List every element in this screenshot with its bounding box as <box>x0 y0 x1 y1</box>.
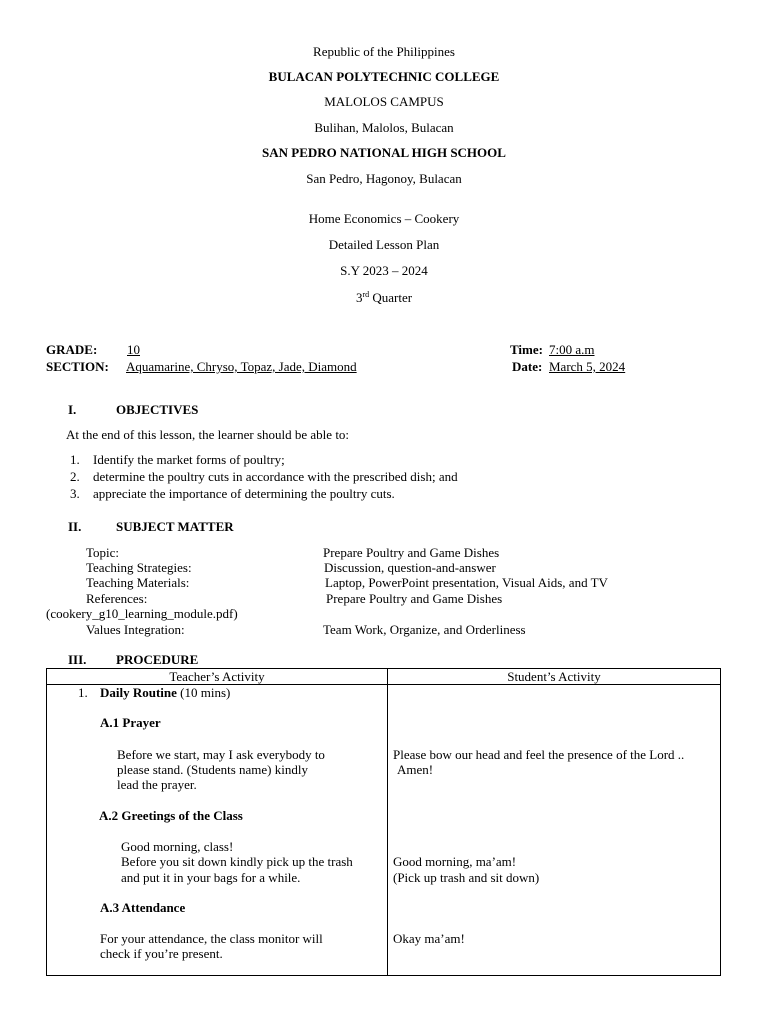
header-school: SAN PEDRO NATIONAL HIGH SCHOOL <box>262 145 506 160</box>
greetings-teacher-line: Before you sit down kindly pick up the trash <box>121 854 353 869</box>
greetings-teacher-line: and put it in your bags for a while. <box>121 870 301 885</box>
objectives-numeral: I. <box>68 402 77 417</box>
greetings-student-line: Good morning, ma’am! <box>393 854 517 869</box>
materials-label: Teaching Materials: <box>86 575 190 590</box>
section-label: SECTION: <box>46 359 109 374</box>
time-label: Time: <box>510 342 543 357</box>
objective-item: Identify the market forms of poultry; <box>93 452 285 467</box>
header-school-address: San Pedro, Hagonoy, Bulacan <box>306 171 462 186</box>
grade-label: GRADE: <box>46 342 98 357</box>
objective-number: 2. <box>70 469 80 484</box>
attendance-teacher-line: check if you’re present. <box>100 946 223 961</box>
prayer-heading: A.1 Prayer <box>100 715 161 730</box>
header-quarter <box>0 290 768 305</box>
time-value: 7:00 a.m <box>549 342 595 357</box>
routine-title: Daily Routine <box>100 685 177 700</box>
subject-matter-numeral: II. <box>68 519 82 534</box>
prayer-student-line: Amen! <box>397 762 434 777</box>
prayer-student-line: Please bow our head and feel the presence of the Lord .. <box>393 747 685 762</box>
date-label: Date: <box>512 359 543 374</box>
routine-heading <box>100 685 230 700</box>
column-divider <box>387 669 388 975</box>
objectives-intro: At the end of this lesson, the learner should be able to: <box>66 427 350 442</box>
header-college: BULACAN POLYTECHNIC COLLEGE <box>268 69 500 84</box>
objective-number: 3. <box>70 486 80 501</box>
routine-number: 1. <box>78 685 88 700</box>
values-value: Team Work, Organize, and Orderliness <box>323 622 526 637</box>
objective-item: determine the poultry cuts in accordance with the prescribed dish; and <box>93 469 458 484</box>
procedure-heading: PROCEDURE <box>116 652 199 667</box>
attendance-teacher-line: For your attendance, the class monitor will <box>100 931 323 946</box>
header-subject: Home Economics – Cookery <box>308 211 460 226</box>
header-campus-address: Bulihan, Malolos, Bulacan <box>314 120 454 135</box>
topic-value: Prepare Poultry and Game Dishes <box>323 545 500 560</box>
subject-matter-heading: SUBJECT MATTER <box>116 519 234 534</box>
greetings-heading: A.2 Greetings of the Class <box>99 808 243 823</box>
section-value: Aquamarine, Chryso, Topaz, Jade, Diamond <box>126 359 357 374</box>
prayer-teacher-line: please stand. (Students name) kindly <box>117 762 308 777</box>
routine-duration: (10 mins) <box>176 685 231 700</box>
prayer-teacher-line: lead the prayer. <box>117 777 197 792</box>
attendance-student-line: Okay ma’am! <box>393 931 465 946</box>
prayer-teacher-line: Before we start, may I ask everybody to <box>117 747 325 762</box>
grade-value: 10 <box>127 342 140 357</box>
greetings-teacher-line: Good morning, class! <box>121 839 234 854</box>
quarter-suffix: rd <box>362 290 370 299</box>
objective-item: appreciate the importance of determining the poultry cuts. <box>93 486 395 501</box>
attendance-heading: A.3 Attendance <box>100 900 186 915</box>
quarter-number: 3 <box>355 290 363 305</box>
topic-label: Topic: <box>86 545 120 560</box>
strategies-label: Teaching Strategies: <box>86 560 192 575</box>
values-label: Values Integration: <box>86 622 185 637</box>
student-activity-header: Student’s Activity <box>507 669 601 684</box>
objectives-heading: OBJECTIVES <box>116 402 199 417</box>
procedure-numeral: III. <box>68 652 87 667</box>
references-value: Prepare Poultry and Game Dishes <box>326 591 503 606</box>
quarter-word: Quarter <box>369 290 413 305</box>
header-campus: MALOLOS CAMPUS <box>324 94 444 109</box>
objective-number: 1. <box>70 452 80 467</box>
teacher-activity-header: Teacher’s Activity <box>169 669 265 684</box>
references-file: (cookery_g10_learning_module.pdf) <box>46 606 238 621</box>
header-country: Republic of the Philippines <box>313 44 455 59</box>
strategies-value: Discussion, question-and-answer <box>324 560 496 575</box>
references-label: References: <box>86 591 148 606</box>
materials-value: Laptop, PowerPoint presentation, Visual Aids, and TV <box>325 575 608 590</box>
date-value: March 5, 2024 <box>549 359 626 374</box>
header-plan-type: Detailed Lesson Plan <box>328 237 440 252</box>
greetings-student-line: (Pick up trash and sit down) <box>393 870 540 885</box>
header-school-year: S.Y 2023 – 2024 <box>340 263 428 278</box>
